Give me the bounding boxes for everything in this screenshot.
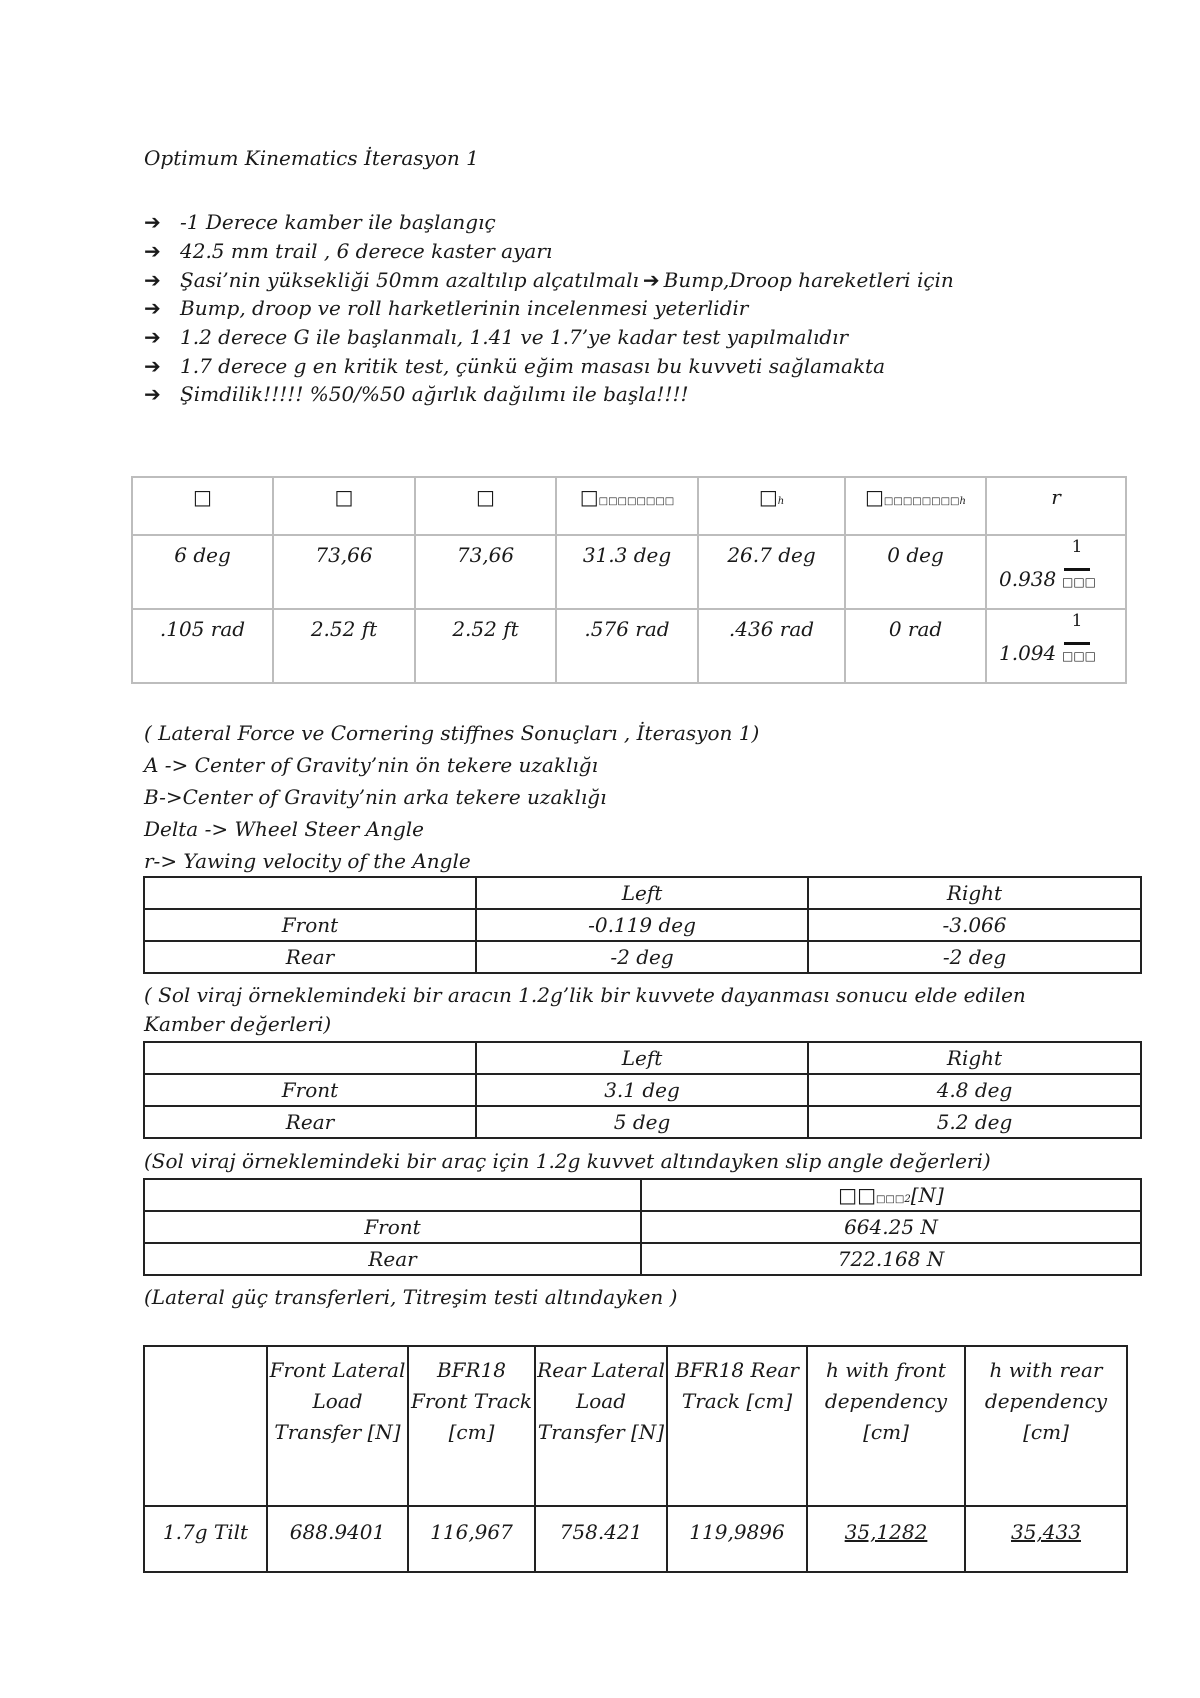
arrow-icon: ➔ xyxy=(144,325,161,350)
list-item: ➔ -1 Derece kamber ile başlangıç xyxy=(144,210,496,235)
document-title: Optimum Kinematics İterasyon 1 xyxy=(144,146,479,170)
table-row: .105 rad 2.52 ft 2.52 ft .576 rad .436 rad 0 rad 1.094 1 □□□ xyxy=(132,609,1126,683)
list-item: ➔ 1.2 derece G ile başlanmalı, 1.41 ve 1.7’ye kadar test yapılmalıdır xyxy=(144,325,849,350)
tilt-test-table xyxy=(143,1345,1128,1573)
arrow-icon: ➔ xyxy=(144,239,161,264)
arrow-icon: ➔ xyxy=(144,382,161,407)
header-symbol-h: □h xyxy=(698,477,845,535)
r-value-cell: 1.094 1 □□□ xyxy=(986,609,1126,683)
list-item: ➔ Bump, droop ve roll harketlerinin incelenmesi yeterlidir xyxy=(144,296,749,321)
table-row: 1.7g Tilt 688.9401 116,967 758.421 119,9896 35,1282 35,433 xyxy=(144,1506,1127,1572)
arrow-icon: ➔ xyxy=(144,296,161,321)
table-header-row: Left Right xyxy=(144,1042,1141,1074)
table-header-row: Front Lateral Load Transfer [N] BFR18 Front Track [cm] Rear Lateral Load Transfer [N] BFR18 Rear Track [cm] h with front dependency [cm] h with rear dependency [cm] xyxy=(144,1346,1127,1506)
table-row: Front 3.1 deg 4.8 deg xyxy=(144,1074,1141,1106)
header-symbol-delta: □ xyxy=(132,477,273,535)
table-header-row: Left Right xyxy=(144,877,1141,909)
header-symbol-r: r xyxy=(986,477,1126,535)
list-item: ➔ 1.7 derece g en kritik test, çünkü eğim masası bu kuvveti sağlamakta xyxy=(144,353,886,378)
slip-angle-caption: (Sol viraj örneklemindeki bir araç için 1.2g kuvvet altındayken slip angle değerleri) xyxy=(144,1149,991,1173)
table-header-row xyxy=(132,477,1126,535)
header-symbol-b: □ xyxy=(415,477,556,535)
arrow-icon: ➔ xyxy=(144,267,161,292)
fraction: 1 □□□ xyxy=(1062,537,1097,590)
list-item: ➔ 42.5 mm trail , 6 derece kaster ayarı xyxy=(144,239,553,264)
header-symbol-alpha: □□□□□□□□□ xyxy=(556,477,698,535)
list-item: ➔ Şasi’nin yüksekliği 50mm azaltılıp alçatılmalı ➔ Bump,Droop hareketleri için xyxy=(144,267,954,292)
parameters-table xyxy=(131,476,1127,684)
table-row: 6 deg 73,66 73,66 31.3 deg 26.7 deg 0 deg 0.938 1 □□□ xyxy=(132,535,1126,609)
transfer-header: □□□□□2[N] xyxy=(641,1179,1141,1211)
lateral-transfer-caption: (Lateral güç transferleri, Titreşim testi altındayken ) xyxy=(144,1285,678,1309)
table-row: Rear 5 deg 5.2 deg xyxy=(144,1106,1141,1138)
camber-table xyxy=(143,876,1142,974)
r-value-cell: 0.938 1 □□□ xyxy=(986,535,1126,609)
table-row: Front 664.25 N xyxy=(144,1211,1141,1243)
header-symbol-h2: □□□□□□□□□h xyxy=(845,477,986,535)
arrow-icon: ➔ xyxy=(642,267,660,292)
list-item: ➔ Şimdilik!!!!! %50/%50 ağırlık dağılımı ile başla!!!! xyxy=(144,382,689,407)
fraction: 1 □□□ xyxy=(1062,611,1097,664)
table-header-row xyxy=(144,1179,1141,1211)
arrow-icon: ➔ xyxy=(144,210,161,235)
table-row: Front -0.119 deg -3.066 xyxy=(144,909,1141,941)
bullet-list xyxy=(144,208,954,409)
camber-caption-line2: Kamber değerleri) xyxy=(144,1012,332,1036)
header-symbol-a: □ xyxy=(273,477,415,535)
arrow-icon: ➔ xyxy=(144,353,161,378)
table-row: Rear 722.168 N xyxy=(144,1243,1141,1275)
lateral-transfer-table xyxy=(143,1178,1142,1276)
slip-angle-table xyxy=(143,1041,1142,1139)
caption-lateral-force: ( Lateral Force ve Cornering stiffnes Sonuçları , İterasyon 1) xyxy=(144,721,760,745)
definition-r: r-> Yawing velocity of the Angle xyxy=(144,849,471,873)
definition-a: A -> Center of Gravity’nin ön tekere uzaklığı xyxy=(144,753,598,777)
table-row: Rear -2 deg -2 deg xyxy=(144,941,1141,973)
definition-delta: Delta -> Wheel Steer Angle xyxy=(144,817,425,841)
definition-b: B->Center of Gravity’nin arka tekere uzaklığı xyxy=(144,785,607,809)
camber-caption-line1: ( Sol viraj örneklemindeki bir aracın 1.2g’lik bir kuvvete dayanması sonucu elde edilen xyxy=(144,983,1026,1007)
